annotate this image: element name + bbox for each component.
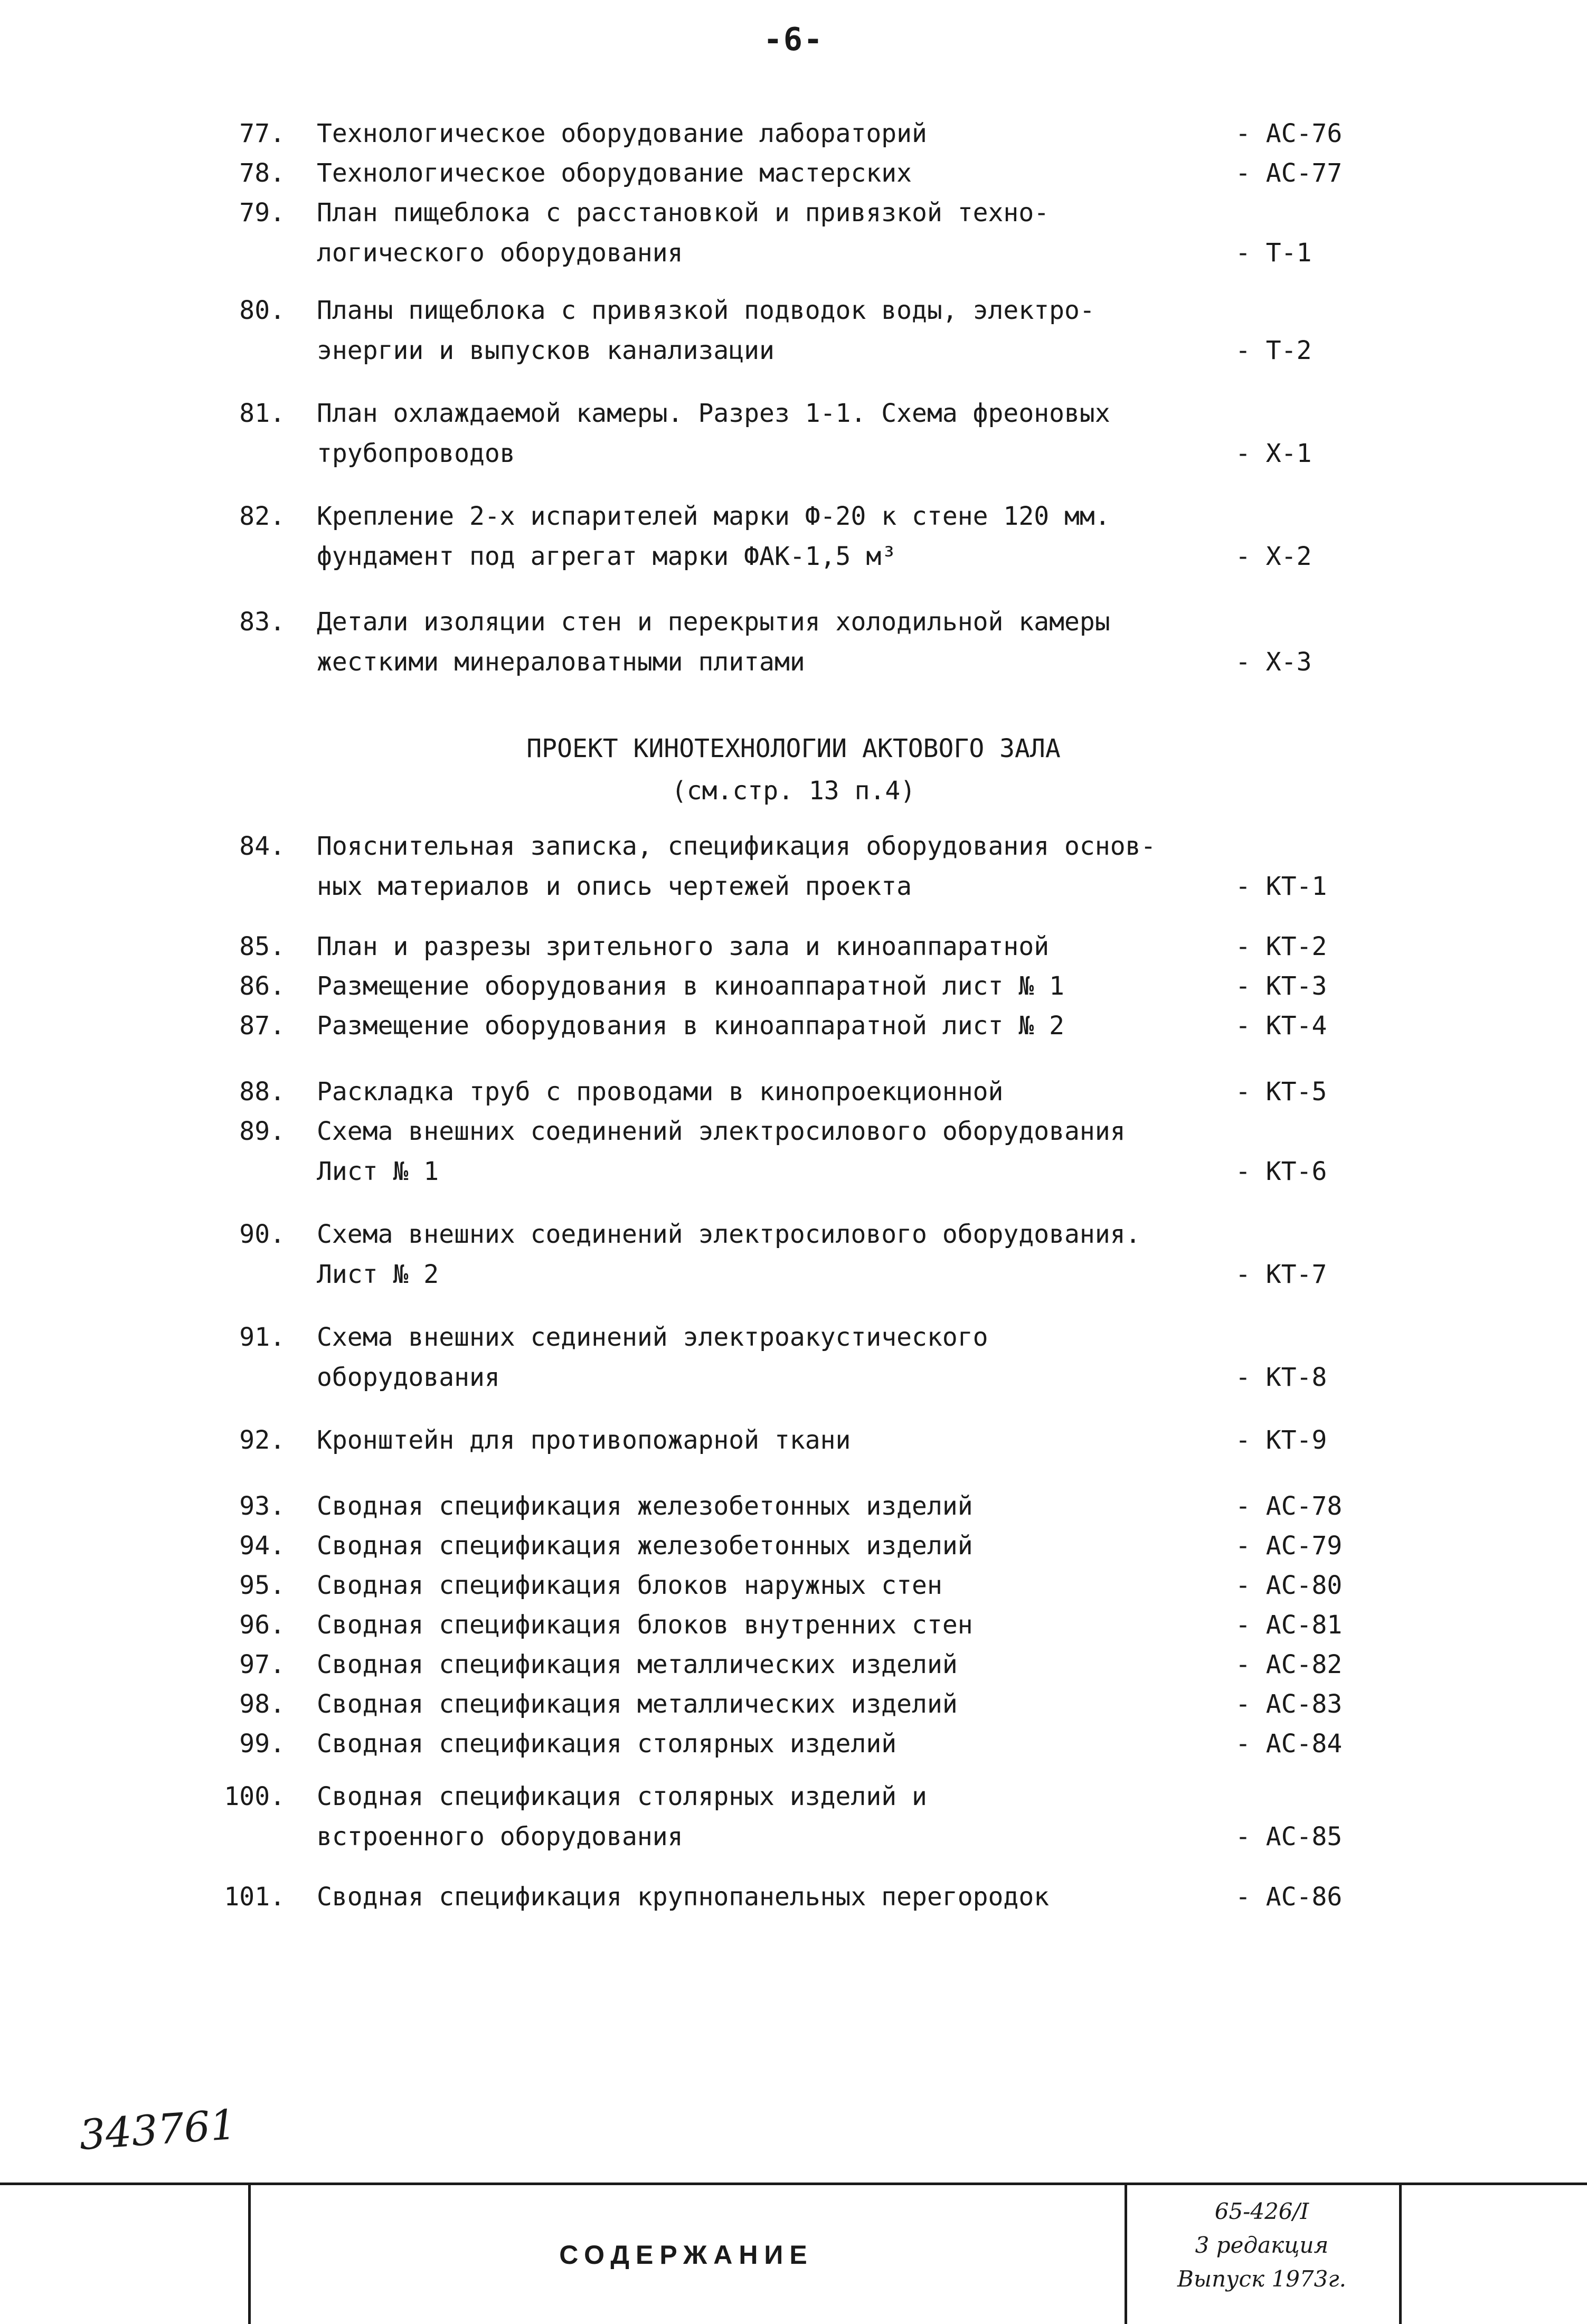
entry-title bbox=[317, 1006, 1214, 1046]
entry-title-line: Технологическое оборудование лабораторий bbox=[317, 119, 927, 148]
entry-title-line: фундамент под агрегат марки ФАК-1,5 м³ bbox=[317, 542, 897, 571]
entry-number: 80. bbox=[239, 296, 285, 325]
entry-title-line: План пищеблока с расстановкой и привязкой техно- bbox=[317, 198, 1050, 228]
entry-title-line: Размещение оборудования в киноаппаратной лист № 1 bbox=[317, 971, 1065, 1001]
entry-title-line: Схема внешних соединений электросилового оборудования. bbox=[317, 1220, 1141, 1249]
entry-title-line: Схема внешних сединений электроакустического bbox=[317, 1322, 988, 1352]
entry-number: 91. bbox=[239, 1322, 285, 1352]
entry-sheet-code: - АС-84 bbox=[1235, 1729, 1343, 1759]
section-subtitle: (см.стр. 13 п.4) bbox=[671, 776, 916, 806]
entry-number: 88. bbox=[239, 1077, 285, 1107]
entry-title-line: ных материалов и опись чертежей проекта bbox=[317, 872, 912, 901]
entry-sheet-code: - АС-80 bbox=[1235, 1571, 1343, 1600]
entry-title bbox=[317, 1777, 1214, 1857]
entry-title bbox=[317, 1645, 1214, 1685]
entry-number: 100. bbox=[224, 1782, 285, 1811]
entry-title-line: встроенного оборудования bbox=[317, 1822, 683, 1851]
entry-title-line: План охлаждаемой камеры. Разрез 1-1. Схема фреоновых bbox=[317, 399, 1110, 428]
entry-sheet-code: - Х-3 bbox=[1235, 647, 1312, 677]
entry-number: 82. bbox=[239, 502, 285, 531]
entry-sheet-code: - КТ-8 bbox=[1235, 1363, 1327, 1392]
entry-number: 95. bbox=[239, 1571, 285, 1600]
entry-sheet-code: - Х-2 bbox=[1235, 542, 1312, 571]
entry-title bbox=[317, 966, 1214, 1006]
entry-title-line: Сводная спецификация блоков внутренних стен bbox=[317, 1610, 973, 1640]
entry-title-line: Сводная спецификация столярных изделий и bbox=[317, 1782, 927, 1811]
entry-title bbox=[317, 153, 1214, 193]
entry-sheet-code: - Т-2 bbox=[1235, 336, 1312, 365]
entry-number: 97. bbox=[239, 1650, 285, 1679]
entry-title-line: Сводная спецификация металлических изделий bbox=[317, 1689, 958, 1719]
entry-sheet-code: - АС-85 bbox=[1235, 1822, 1343, 1851]
handwritten-inventory-number: 343761 bbox=[78, 2101, 238, 2160]
entry-title bbox=[317, 290, 1214, 371]
document-issue: Выпуск 1973г. bbox=[1177, 2266, 1346, 2292]
entry-title-line: Сводная спецификация крупнопанельных перегородок bbox=[317, 1882, 1050, 1912]
entry-title-line: энергии и выпусков канализации bbox=[317, 336, 774, 365]
entry-title-line: Размещение оборудования в киноаппаратной лист № 2 bbox=[317, 1011, 1065, 1041]
entry-sheet-code: - АС-82 bbox=[1235, 1650, 1343, 1679]
entry-number: 78. bbox=[239, 158, 285, 188]
entry-title-line: Пояснительная записка, спецификация оборудования основ- bbox=[317, 832, 1156, 861]
entry-title-line: Раскладка труб с проводами в кинопроекционной bbox=[317, 1077, 1004, 1107]
entry-sheet-code: - АС-81 bbox=[1235, 1610, 1343, 1640]
entry-title-line: Сводная спецификация блоков наружных стен bbox=[317, 1571, 942, 1600]
entry-sheet-code: - АС-77 bbox=[1235, 158, 1343, 188]
entry-sheet-code: - КТ-6 bbox=[1235, 1157, 1327, 1186]
entry-title-line: жесткими минераловатными плитами bbox=[317, 647, 805, 677]
title-block bbox=[0, 2183, 1587, 2324]
entry-title-line: Схема внешних соединений электросилового оборудования bbox=[317, 1117, 1126, 1146]
entry-title-line: Лист № 2 bbox=[317, 1260, 439, 1289]
entry-number: 85. bbox=[239, 932, 285, 961]
entry-sheet-code: - КТ-5 bbox=[1235, 1077, 1327, 1107]
entry-sheet-code: - АС-83 bbox=[1235, 1689, 1343, 1719]
document-edition: 3 редакция bbox=[1195, 2232, 1329, 2258]
entry-title-line: логического оборудования bbox=[317, 238, 683, 268]
entry-sheet-code: - АС-86 bbox=[1235, 1882, 1343, 1912]
entry-title-line: Сводная спецификация столярных изделий bbox=[317, 1729, 897, 1759]
entry-title bbox=[317, 826, 1214, 906]
entry-title-line: Детали изоляции стен и перекрытия холодильной камеры bbox=[317, 607, 1110, 637]
entry-title bbox=[317, 927, 1214, 967]
entry-number: 94. bbox=[239, 1531, 285, 1561]
entry-sheet-code: - АС-79 bbox=[1235, 1531, 1343, 1561]
entry-number: 86. bbox=[239, 971, 285, 1001]
entry-title bbox=[317, 1214, 1214, 1295]
entry-sheet-code: - КТ-2 bbox=[1235, 932, 1327, 961]
entry-title bbox=[317, 393, 1214, 474]
title-block-document-info bbox=[1125, 2185, 1399, 2324]
entry-title bbox=[317, 1877, 1214, 1917]
entry-number: 92. bbox=[239, 1425, 285, 1455]
entry-title bbox=[317, 193, 1214, 273]
entry-number: 90. bbox=[239, 1220, 285, 1249]
entry-title bbox=[317, 496, 1214, 577]
document-code: 65-426/I bbox=[1214, 2198, 1309, 2224]
entry-sheet-code: - КТ-9 bbox=[1235, 1425, 1327, 1455]
page-number: -6- bbox=[763, 21, 824, 58]
entry-title bbox=[317, 1111, 1214, 1192]
entry-title bbox=[317, 1486, 1214, 1526]
entry-number: 89. bbox=[239, 1117, 285, 1146]
entry-title bbox=[317, 1072, 1214, 1112]
entry-sheet-code: - КТ-1 bbox=[1235, 872, 1327, 901]
entry-title-line: Планы пищеблока с привязкой подводок воды, электро- bbox=[317, 296, 1095, 325]
entry-title-line: Кронштейн для противопожарной ткани bbox=[317, 1425, 851, 1455]
entry-title bbox=[317, 1724, 1214, 1764]
entry-title-line: Сводная спецификация железобетонных изделий bbox=[317, 1491, 973, 1521]
entry-sheet-code: - Х-1 bbox=[1235, 439, 1312, 468]
entry-title bbox=[317, 1526, 1214, 1566]
entry-number: 77. bbox=[239, 119, 285, 148]
entry-title-line: трубопроводов bbox=[317, 439, 515, 468]
entry-title-line: План и разрезы зрительного зала и киноаппаратной bbox=[317, 932, 1050, 961]
entry-title bbox=[317, 602, 1214, 682]
entry-title bbox=[317, 1420, 1214, 1460]
entry-title-line: Сводная спецификация металлических изделий bbox=[317, 1650, 958, 1679]
entry-title bbox=[317, 1565, 1214, 1605]
entry-sheet-code: - КТ-3 bbox=[1235, 971, 1327, 1001]
entry-number: 83. bbox=[239, 607, 285, 637]
entry-number: 84. bbox=[239, 832, 285, 861]
title-block-divider bbox=[1399, 2185, 1402, 2324]
entry-sheet-code: - АС-76 bbox=[1235, 119, 1343, 148]
section-title: ПРОЕКТ КИНОТЕХНОЛОГИИ АКТОВОГО ЗАЛА bbox=[526, 734, 1061, 763]
entry-sheet-code: - КТ-4 bbox=[1235, 1011, 1327, 1041]
entry-number: 81. bbox=[239, 399, 285, 428]
entry-number: 93. bbox=[239, 1491, 285, 1521]
entry-title bbox=[317, 1605, 1214, 1645]
entry-title-line: Лист № 1 bbox=[317, 1157, 439, 1186]
entry-number: 96. bbox=[239, 1610, 285, 1640]
entry-title-line: Технологическое оборудование мастерских bbox=[317, 158, 912, 188]
entry-sheet-code: - КТ-7 bbox=[1235, 1260, 1327, 1289]
entry-title bbox=[317, 1684, 1214, 1724]
entry-sheet-code: - Т-1 bbox=[1235, 238, 1312, 268]
entry-number: 98. bbox=[239, 1689, 285, 1719]
title-block-label: СОДЕРЖАНИЕ bbox=[559, 2240, 814, 2270]
entry-sheet-code: - АС-78 bbox=[1235, 1491, 1343, 1521]
entry-number: 79. bbox=[239, 198, 285, 228]
entry-title-line: оборудования bbox=[317, 1363, 500, 1392]
entry-title-line: Крепление 2-х испарителей марки Ф-20 к стене 120 мм. bbox=[317, 502, 1110, 531]
entry-number: 87. bbox=[239, 1011, 285, 1041]
entry-title bbox=[317, 114, 1214, 154]
entry-number: 101. bbox=[224, 1882, 285, 1912]
entry-number: 99. bbox=[239, 1729, 285, 1759]
entry-title bbox=[317, 1317, 1214, 1397]
entry-title-line: Сводная спецификация железобетонных изделий bbox=[317, 1531, 973, 1561]
